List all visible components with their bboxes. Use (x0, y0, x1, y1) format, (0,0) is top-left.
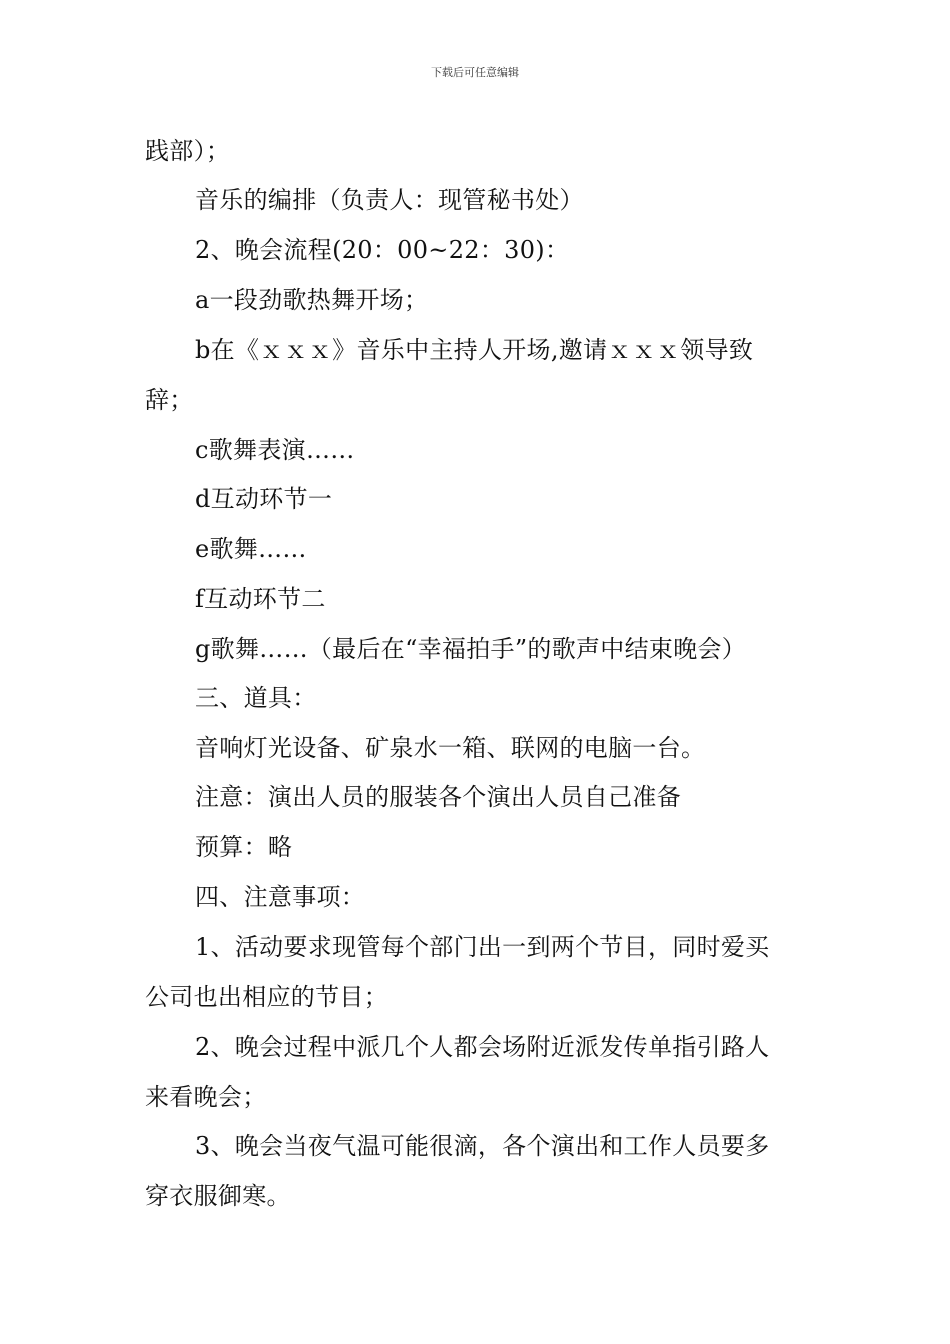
page-header-note: 下载后可任意编辑 (431, 66, 519, 79)
text-line: 公司也出相应的节目； (145, 983, 388, 1011)
text-line: e歌舞…… (195, 535, 307, 563)
text-line: 音乐的编排（负责人：现管秘书处） (195, 186, 584, 214)
text-line: 四、注意事项： (195, 883, 366, 911)
text-line: 来看晚会； (145, 1083, 267, 1111)
text-line: 践部）； (145, 137, 231, 165)
text-line: 3、晚会当夜气温可能很滴，各个演出和工作人员要多 (195, 1132, 770, 1160)
text-line: d互动环节一 (195, 485, 333, 513)
text-line: a一段劲歌热舞开场； (195, 286, 429, 314)
text-line: 三、道具： (195, 684, 317, 712)
text-line: 1、活动要求现管每个部门出一到两个节目，同时爱买 (195, 933, 770, 961)
text-line: 辞； (145, 386, 194, 414)
text-line: 音响灯光设备、矿泉水一箱、联网的电脑一台。 (195, 734, 706, 762)
text-line: 穿衣服御寒。 (145, 1182, 291, 1210)
text-line: 2、晚会过程中派几个人都会场附近派发传单指引路人 (195, 1033, 770, 1061)
text-line: g歌舞……（最后在“幸福拍手”的歌声中结束晚会） (195, 635, 747, 663)
text-line: c歌舞表演…… (195, 436, 355, 464)
text-line: f互动环节二 (195, 585, 326, 613)
text-line: 预算：略 (195, 833, 293, 861)
text-line: 注意：演出人员的服装各个演出人员自己准备 (195, 783, 681, 811)
text-line: b在《ｘｘｘ》音乐中主持人开场,邀请ｘｘｘ领导致 (195, 336, 754, 364)
text-line: 2、晚会流程(20：00~22：30)： (195, 236, 570, 264)
